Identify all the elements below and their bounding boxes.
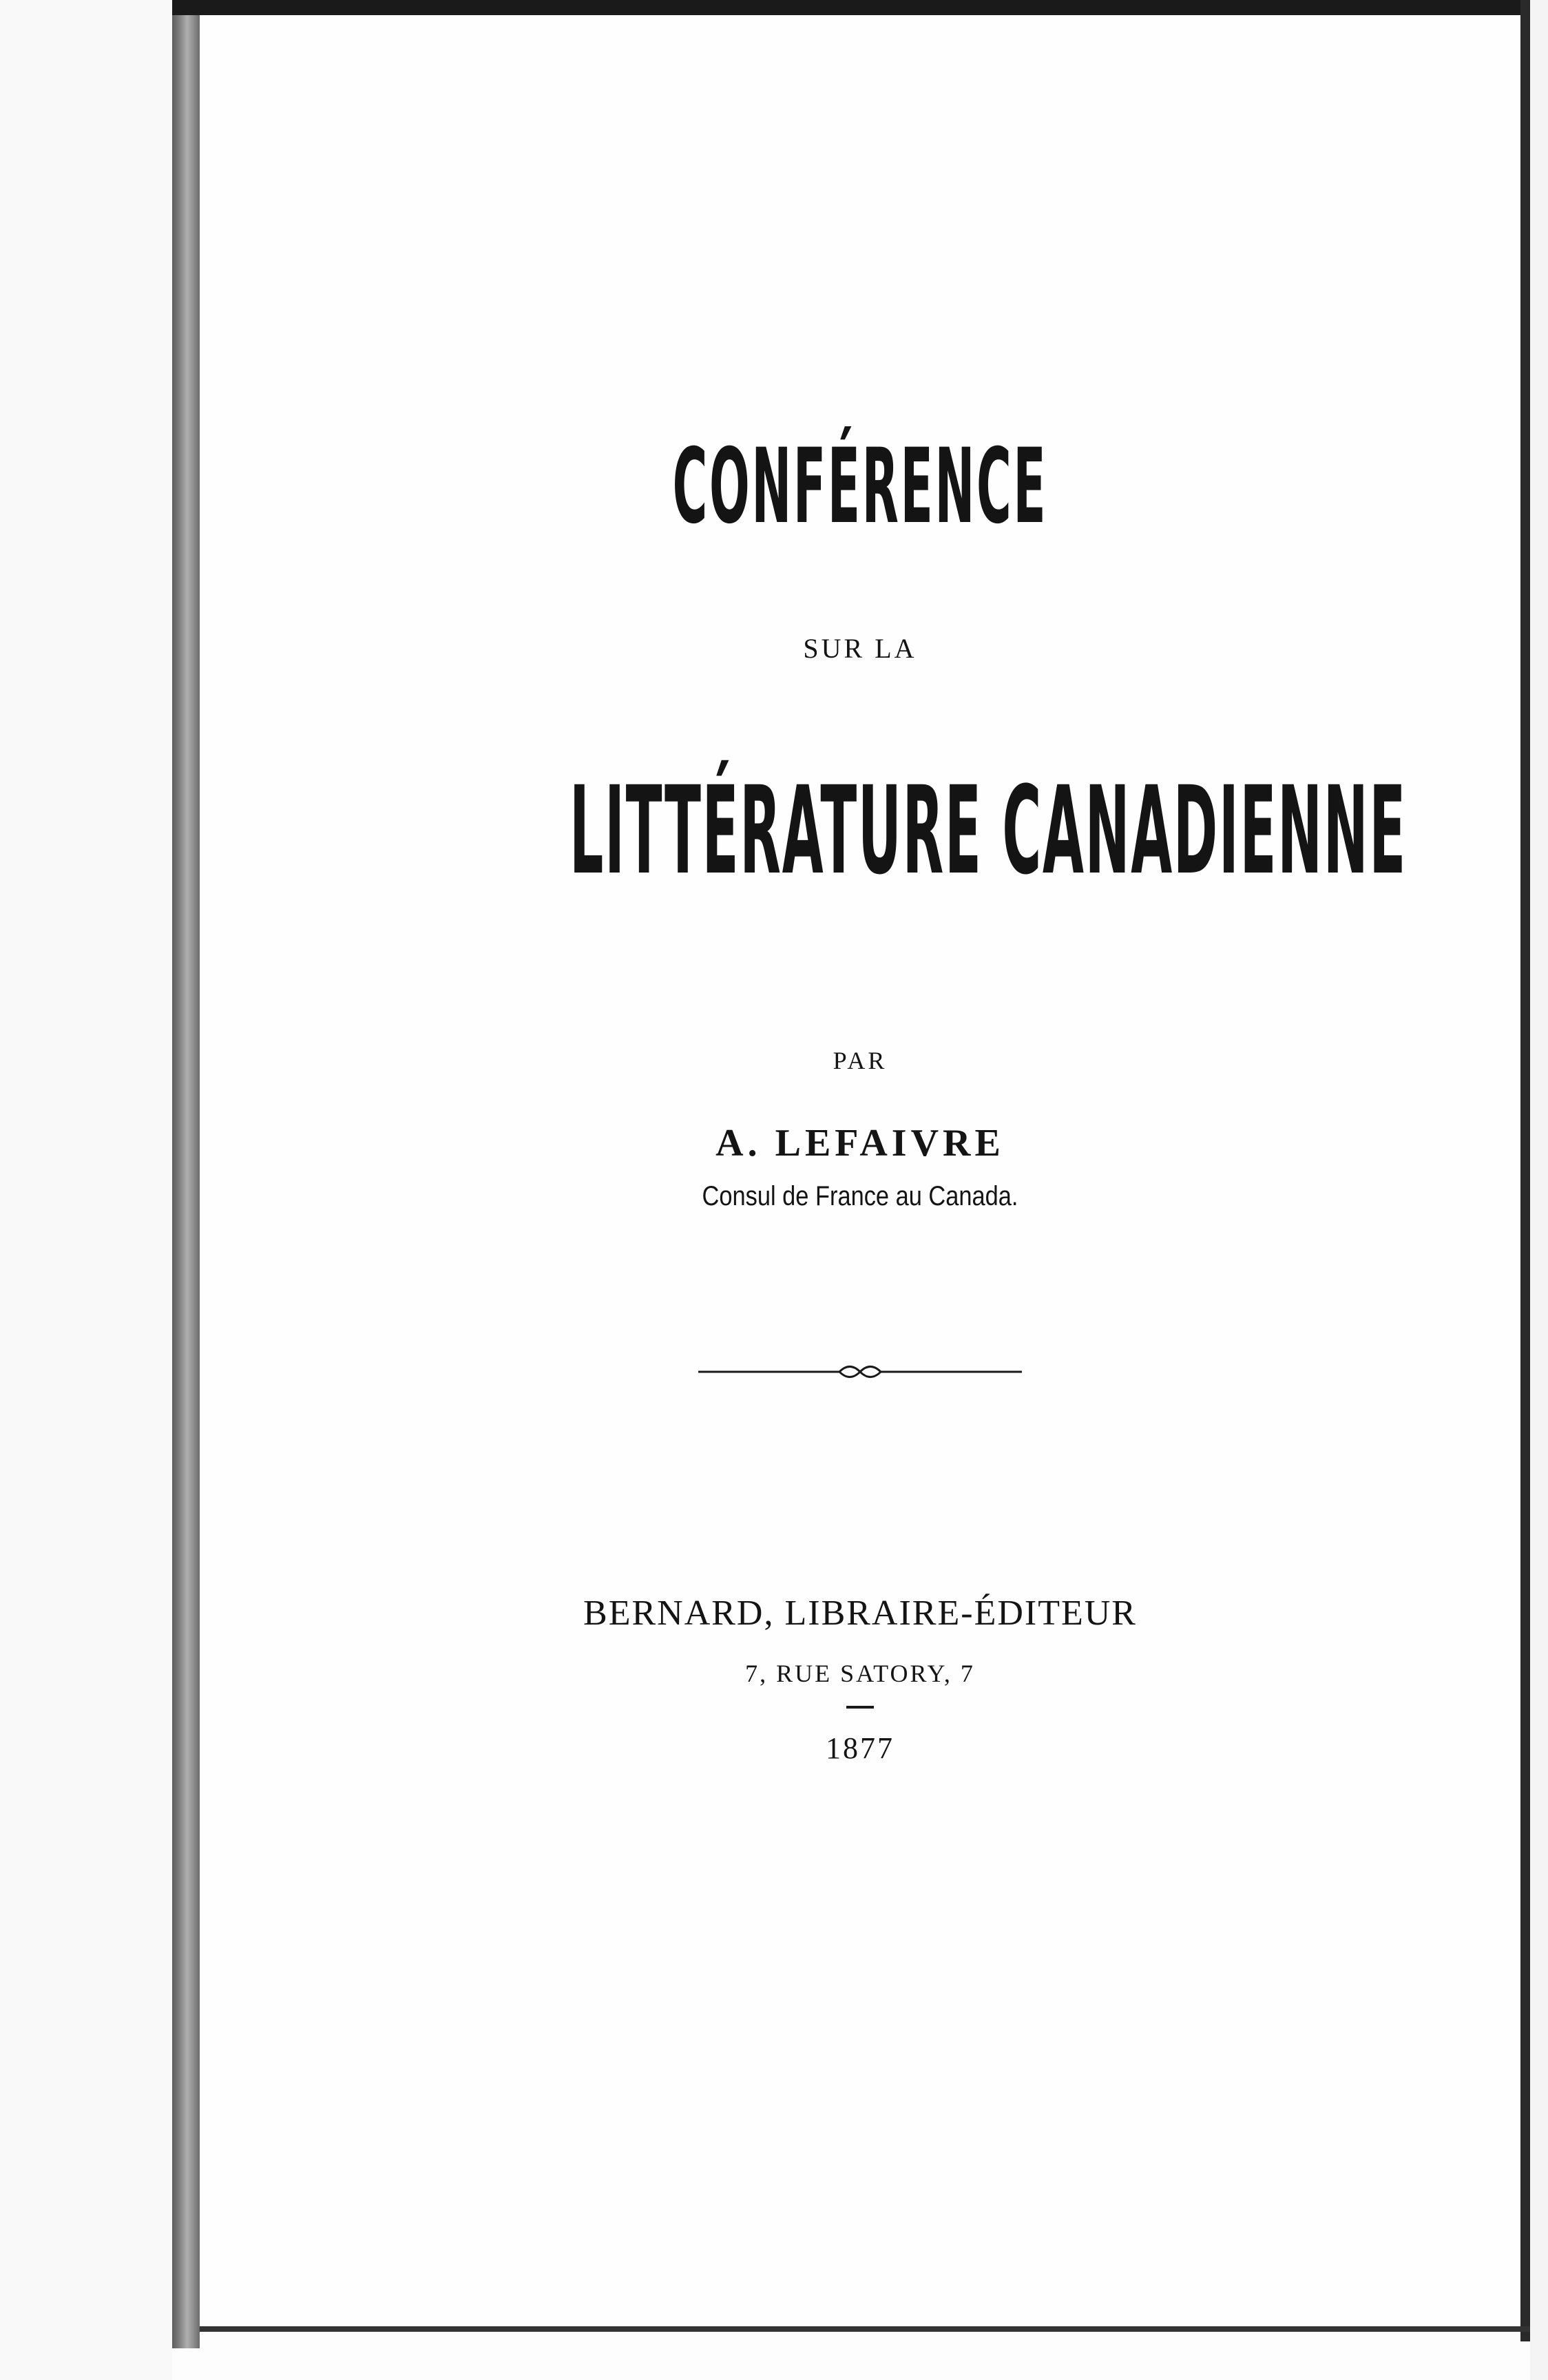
author-role: Consul de France au Canada.: [702, 1181, 1018, 1211]
byline-label: PAR: [833, 1047, 888, 1074]
subject-title: LITTÉRATURE CANADIENNE: [569, 760, 1408, 901]
title-page: [200, 15, 1520, 2326]
scan-right-edge: [1530, 0, 1548, 2380]
ornament-divider: [698, 1361, 1022, 1382]
year-separator: [846, 1706, 874, 1709]
scan-right-border: [1520, 0, 1530, 2341]
author-name: A. LEFAIVRE: [715, 1122, 1005, 1165]
left-margin: [0, 0, 172, 2380]
title-connector: SUR LA: [803, 633, 917, 664]
publisher-address: 7, RUE SATORY, 7: [745, 1660, 975, 1687]
main-title: CONFÉRENCE: [672, 427, 1048, 547]
publication-year: 1877: [826, 1731, 895, 1765]
publisher-line: BERNARD, LIBRAIRE-ÉDITEUR: [583, 1594, 1137, 1633]
scan-top-border: [172, 0, 1548, 15]
scan-bottom-border: [200, 2326, 1530, 2332]
book-spine-shadow: [172, 14, 200, 2348]
